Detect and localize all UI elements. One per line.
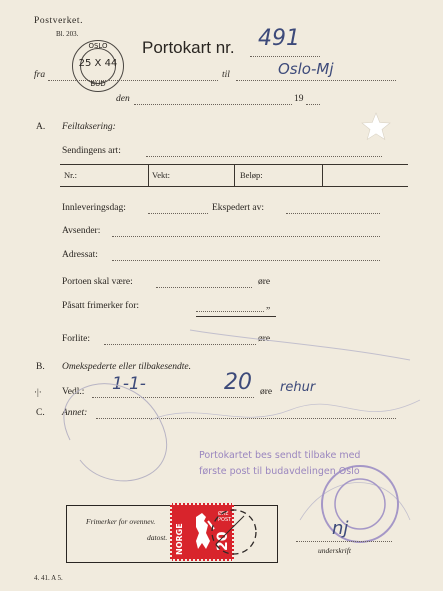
postmark-bottom: BUD <box>90 80 106 88</box>
frimerker-label: Frimerker for ovennev. <box>86 517 156 526</box>
section-b-title: Omekspederte eller tilbakesendte. <box>62 362 191 372</box>
print-code: 4. 41. A 5. <box>34 574 63 582</box>
sendingens-art-label: Sendingens art: <box>62 146 121 156</box>
section-c-title: Annet: <box>62 408 88 418</box>
til-label: til <box>222 70 230 80</box>
table-header-belop: Beløp: <box>240 170 263 180</box>
forlite-ore: øre <box>258 334 271 344</box>
signature: nj <box>332 518 349 539</box>
datost-label: datost. <box>147 533 168 542</box>
stamp-country: NORGE <box>175 523 184 555</box>
vedl-label: Vedl.: <box>62 387 85 397</box>
vedl-value: 1-1- <box>112 374 146 394</box>
forlite-label: Forlite: <box>62 334 90 344</box>
den-label: den <box>116 94 130 104</box>
ekspedert-av-label: Ekspedert av: <box>212 203 264 213</box>
postmark-date: 25 X 44 <box>78 58 118 69</box>
underskrift-label: underskrift <box>318 546 351 555</box>
stamp-cancellation-icon <box>196 500 266 566</box>
section-b-letter: B. <box>36 362 45 372</box>
adressat-label: Adressat: <box>62 250 98 260</box>
section-a-title: Feiltaksering: <box>62 122 116 132</box>
vedl-ore: øre <box>260 387 273 397</box>
purple-stamp-line-1: Portokartet bes sendt tilbake med <box>199 450 361 461</box>
year-prefix: 19 <box>294 94 304 104</box>
til-value: Oslo-Mj <box>278 60 334 78</box>
vedl-mark: ·|· <box>34 387 42 397</box>
vedl-handwritten-note: rehur <box>280 380 316 395</box>
vedl-amount: 20 <box>224 370 252 395</box>
section-c-letter: C. <box>36 408 45 418</box>
section-a-letter: A. <box>36 122 46 132</box>
avsender-label: Avsender: <box>62 226 101 236</box>
fra-label: fra <box>34 70 46 80</box>
stamp-denomination: 20 <box>215 531 231 551</box>
underskrift-line <box>296 541 392 542</box>
portoen-ore: øre <box>258 277 271 287</box>
innleveringsdag-label: Innleveringsdag: <box>62 203 126 213</box>
form-number: Bl. 203. <box>56 30 79 38</box>
form-title: Portokart nr. <box>142 38 235 57</box>
table-header-vekt: Vekt: <box>152 170 170 180</box>
purple-stamp-line-2: første post til budavdelingen Oslo <box>199 466 360 477</box>
stamp-currency: ØRE POST <box>218 511 232 523</box>
pasatt-ditto: „ <box>266 301 271 311</box>
org-name: Postverket. <box>34 16 84 26</box>
portoen-label: Portoen skal være: <box>62 277 133 287</box>
pasatt-label: Påsatt frimerker for: <box>62 301 140 311</box>
stamp-side-text <box>174 507 187 557</box>
table-header-nr: Nr.: <box>64 170 77 180</box>
form-number-handwritten: 491 <box>258 26 300 51</box>
postmark-top: OSLO <box>88 42 108 50</box>
